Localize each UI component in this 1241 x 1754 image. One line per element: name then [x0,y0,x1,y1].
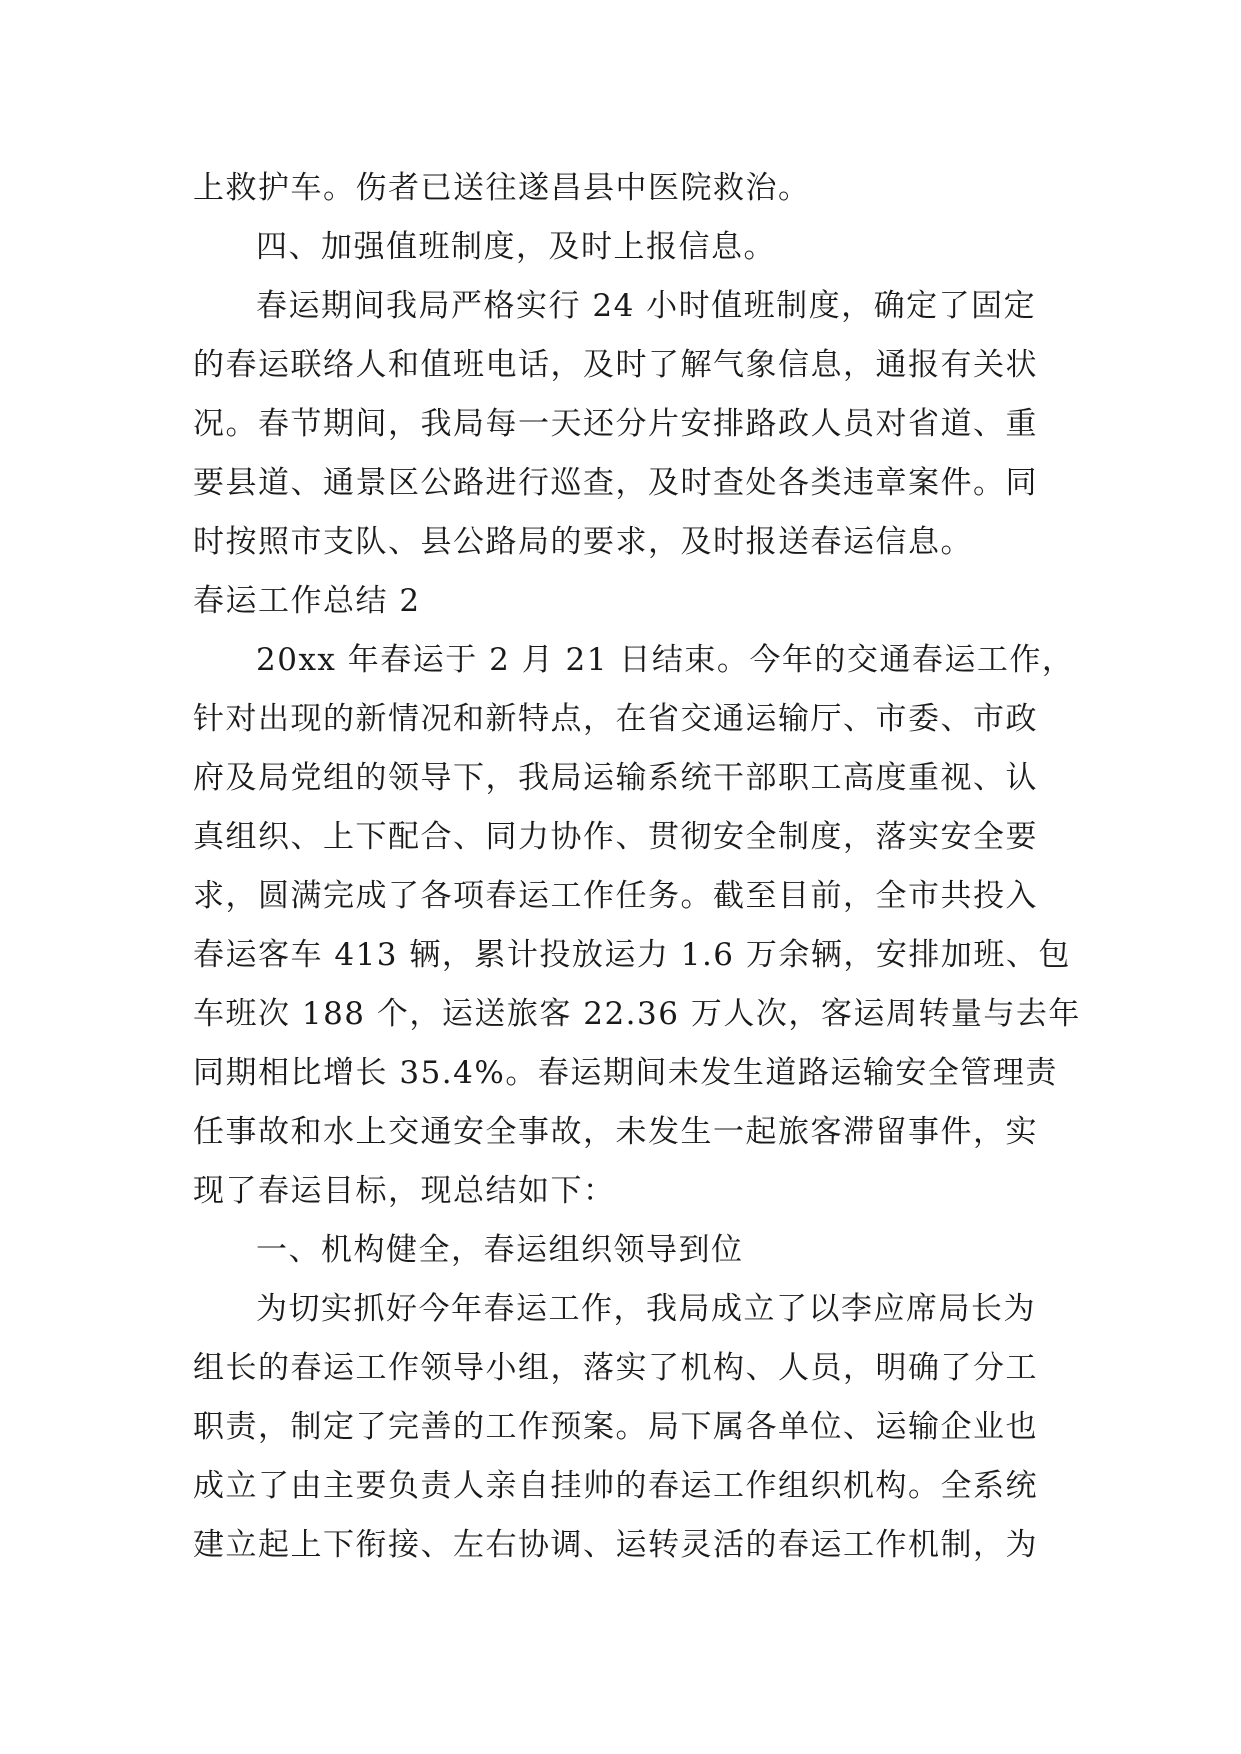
text-line: 任事故和水上交通安全事故，未发生一起旅客滞留事件，实 [193,1114,1038,1150]
text-line: 的春运联络人和值班电话，及时了解气象信息，通报有关状 [193,347,1038,383]
text-line: 车班次 188 个，运送旅客 22.36 万人次，客运周转量与去年 [193,996,1081,1032]
text-line: 要县道、通景区公路进行巡查，及时查处各类违章案件。同 [193,465,1038,501]
text-line: 职责，制定了完善的工作预案。局下属各单位、运输企业也 [193,1409,1038,1445]
text-line: 春运客车 413 辆，累计投放运力 1.6 万余辆，安排加班、包 [193,937,1071,973]
text-line: 上救护车。伤者已送往遂昌县中医院救治。 [193,170,811,206]
document-title: 春运工作总结 2 [193,583,421,619]
text-line: 建立起上下衔接、左右协调、运转灵活的春运工作机制，为 [193,1527,1038,1563]
text-line: 府及局党组的领导下，我局运输系统干部职工高度重视、认 [193,760,1038,796]
text-line: 现了春运目标，现总结如下： [193,1173,616,1209]
section-heading: 四、加强值班制度，及时上报信息。 [256,229,776,265]
text-line: 20xx 年春运于 2 月 21 日结束。今年的交通春运工作， [256,642,1075,678]
text-line: 成立了由主要负责人亲自挂帅的春运工作组织机构。全系统 [193,1468,1038,1504]
text-line: 组长的春运工作领导小组，落实了机构、人员，明确了分工 [193,1350,1038,1386]
text-line: 求，圆满完成了各项春运工作任务。截至目前，全市共投入 [193,878,1038,914]
text-line: 同期相比增长 35.4%。春运期间未发生道路运输安全管理责 [193,1055,1058,1091]
text-line: 针对出现的新情况和新特点，在省交通运输厅、市委、市政 [193,701,1038,737]
text-line: 真组织、上下配合、同力协作、贯彻安全制度，落实安全要 [193,819,1038,855]
text-line: 春运期间我局严格实行 24 小时值班制度，确定了固定 [256,288,1037,324]
text-line: 为切实抓好今年春运工作，我局成立了以李应席局长为 [256,1291,1036,1327]
text-line: 时按照市支队、县公路局的要求，及时报送春运信息。 [193,524,973,560]
section-heading: 一、机构健全，春运组织领导到位 [256,1232,744,1268]
text-line: 况。春节期间，我局每一天还分片安排路政人员对省道、重 [193,406,1038,442]
